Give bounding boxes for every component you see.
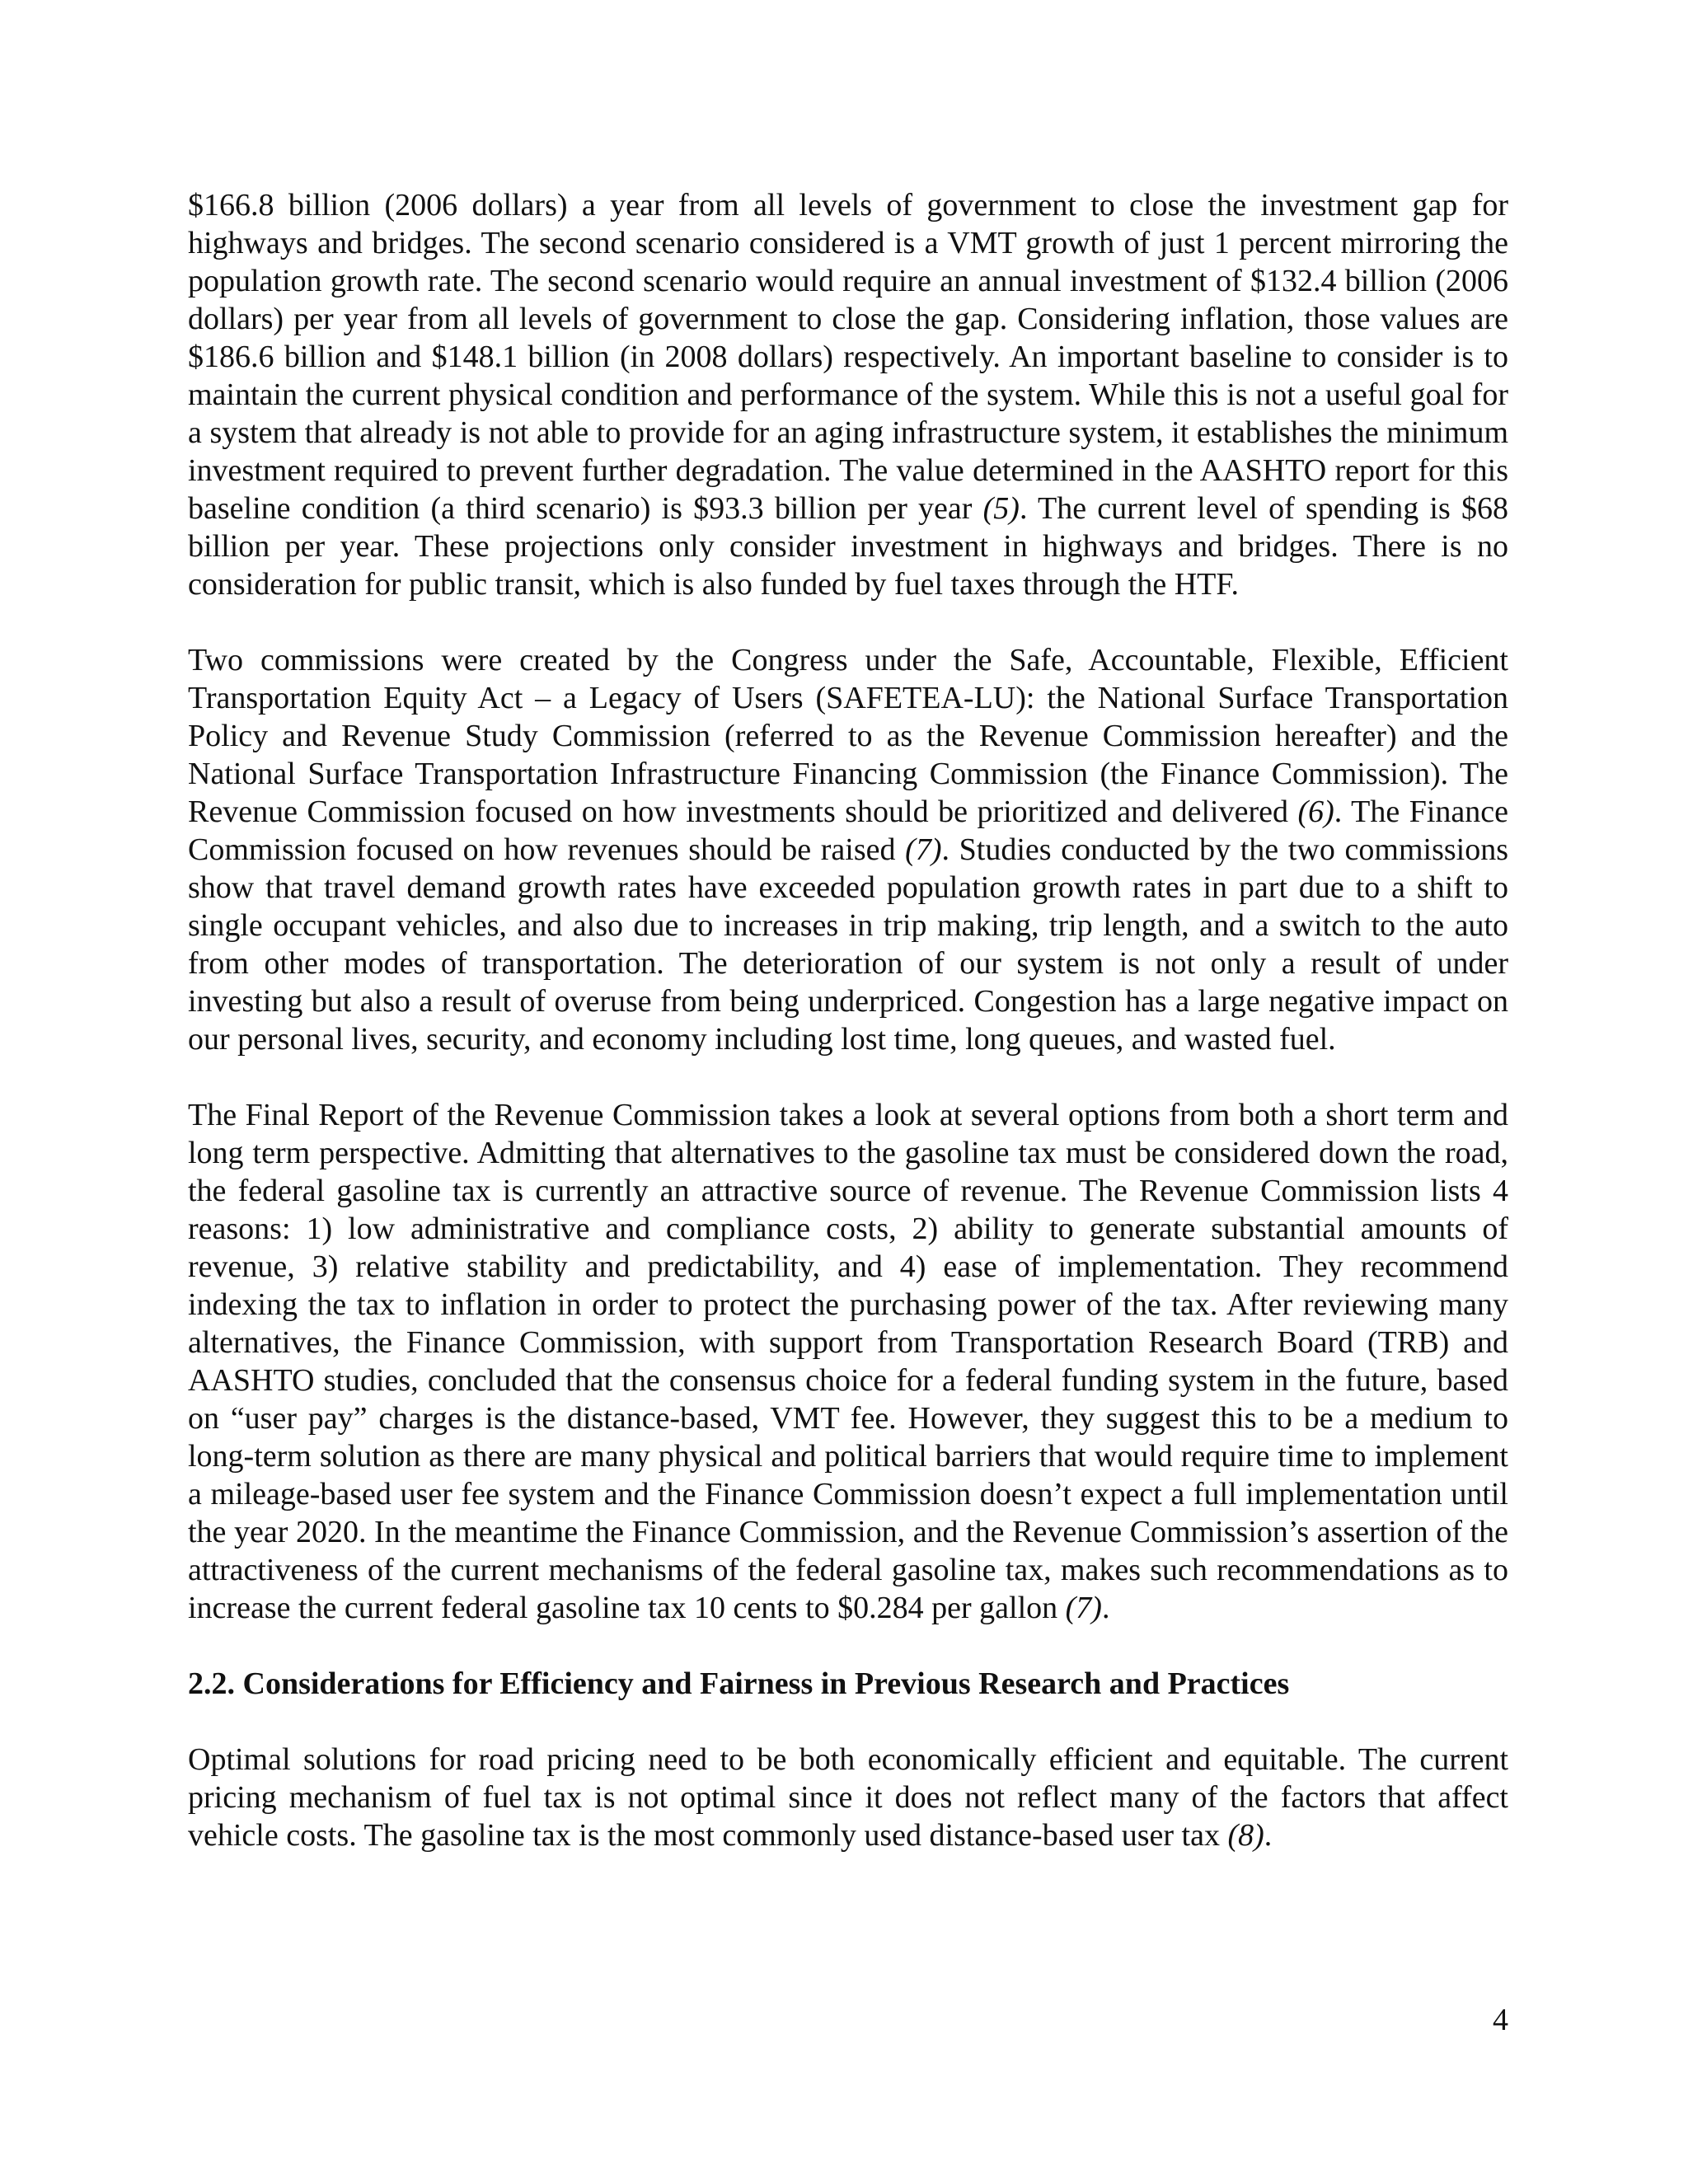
section-heading: 2.2. Considerations for Efficiency and Fairness in Previous Research and Practices — [188, 1666, 1290, 1701]
citation: (8) — [1227, 1818, 1264, 1853]
paragraph-text: $166.8 billion (2006 dollars) a year from all levels of government to close the investment gap for highways and bridges. The second scenario considered is a VMT growth of just 1 percent mirroring the population growth rate. The second scenario would require an annual investment of $132.4 billion (2006 dollars) per year from all levels of government to close the gap. Considering inflation, those values are $186.6 billion and $148.1 billion (in 2008 dollars) respectively. An important baseline to consider is to maintain the current physical condition and performance of the system. While this is not a useful goal for a system that already is not able to provide for an aging infrastructure system, it establishes the minimum investment required to prevent further degradation. The value determined in the AASHTO report for this baseline condition (a third scenario) is $93.3 billion per year — [188, 188, 1508, 526]
citation: (5) — [982, 491, 1020, 526]
paragraph-text: Two commissions were created by the Congress under the Safe, Accountable, Flexible, Efficient Transportation Equity Act – a Legacy of Users (SAFETEA-LU): the National Surface Transportation Policy and Revenue Study Commission (referred to as the Revenue Commission hereafter) and the National Surface Transportation Infrastructure Financing Commission (the Finance Commission). The Revenue Commission focused on how investments should be prioritized and delivered — [188, 643, 1508, 829]
paragraph-text: . — [1264, 1818, 1273, 1853]
citation: (6) — [1297, 794, 1334, 829]
paragraph-commissions — [188, 641, 1508, 1058]
paragraph-text: . — [1101, 1591, 1110, 1625]
paragraph-text: . The Finance Commission focused on how revenues should be raised — [188, 794, 1508, 867]
citation: (7) — [905, 832, 942, 867]
paragraph-road-pricing — [188, 1741, 1508, 1854]
paragraph-text: The Final Report of the Revenue Commission takes a look at several options from both a short term and long term perspective. Admitting that alternatives to the gasoline tax must be considered down the road, the federal gasoline tax is currently an attractive source of revenue. The Revenue Commission lists 4 reasons: 1) low administrative and compliance costs, 2) ability to generate substantial amounts of revenue, 3) relative stability and predictability, and 4) ease of implementation. They recommend indexing the tax to inflation in order to protect the purchasing power of the tax. After reviewing many alternatives, the Finance Commission, with support from Transportation Research Board (TRB) and AASHTO studies, concluded that the consensus choice for a federal funding system in the future, based on “user pay” charges is the distance-based, VMT fee. However, they suggest this to be a medium to long-term solution as there are many physical and political barriers that would require time to implement a mileage-based user fee system and the Finance Commission doesn’t expect a full implementation until the year 2020. In the meantime the Finance Commission, and the Revenue Commission’s assertion of the attractiveness of the current mechanisms of the federal gasoline tax, makes such recommendations as to increase the current federal gasoline tax 10 cents to $0.284 per gallon — [188, 1098, 1508, 1625]
paragraph-text: . Studies conducted by the two commissions show that travel demand growth rates have exceeded population growth rates in part due to a shift to single occupant vehicles, and also due to increases in trip making, trip length, and a switch to the auto from other modes of transportation. The deterioration of our system is not only a result of under investing but also a result of overuse from being underpriced. Congestion has a large negative impact on our personal lives, security, and economy including lost time, long queues, and wasted fuel. — [188, 832, 1508, 1057]
paragraph-text: Optimal solutions for road pricing need to be both economically efficient and equitable. The current pricing mechanism of fuel tax is not optimal since it does not reflect many of the factors that affect vehicle costs. The gasoline tax is the most commonly used distance-based user tax — [188, 1742, 1508, 1853]
paragraph-final-report — [188, 1096, 1508, 1627]
citation: (7) — [1065, 1591, 1102, 1625]
paragraph-text: . The current level of spending is $68 billion per year. These projections only consider investment in highways and bridges. There is no consideration for public transit, which is also funded by fuel taxes through the HTF. — [188, 491, 1508, 602]
page-number: 4 — [1493, 2003, 1508, 2037]
paragraph-investment-scenarios — [188, 186, 1508, 603]
body-text — [188, 186, 1508, 1892]
